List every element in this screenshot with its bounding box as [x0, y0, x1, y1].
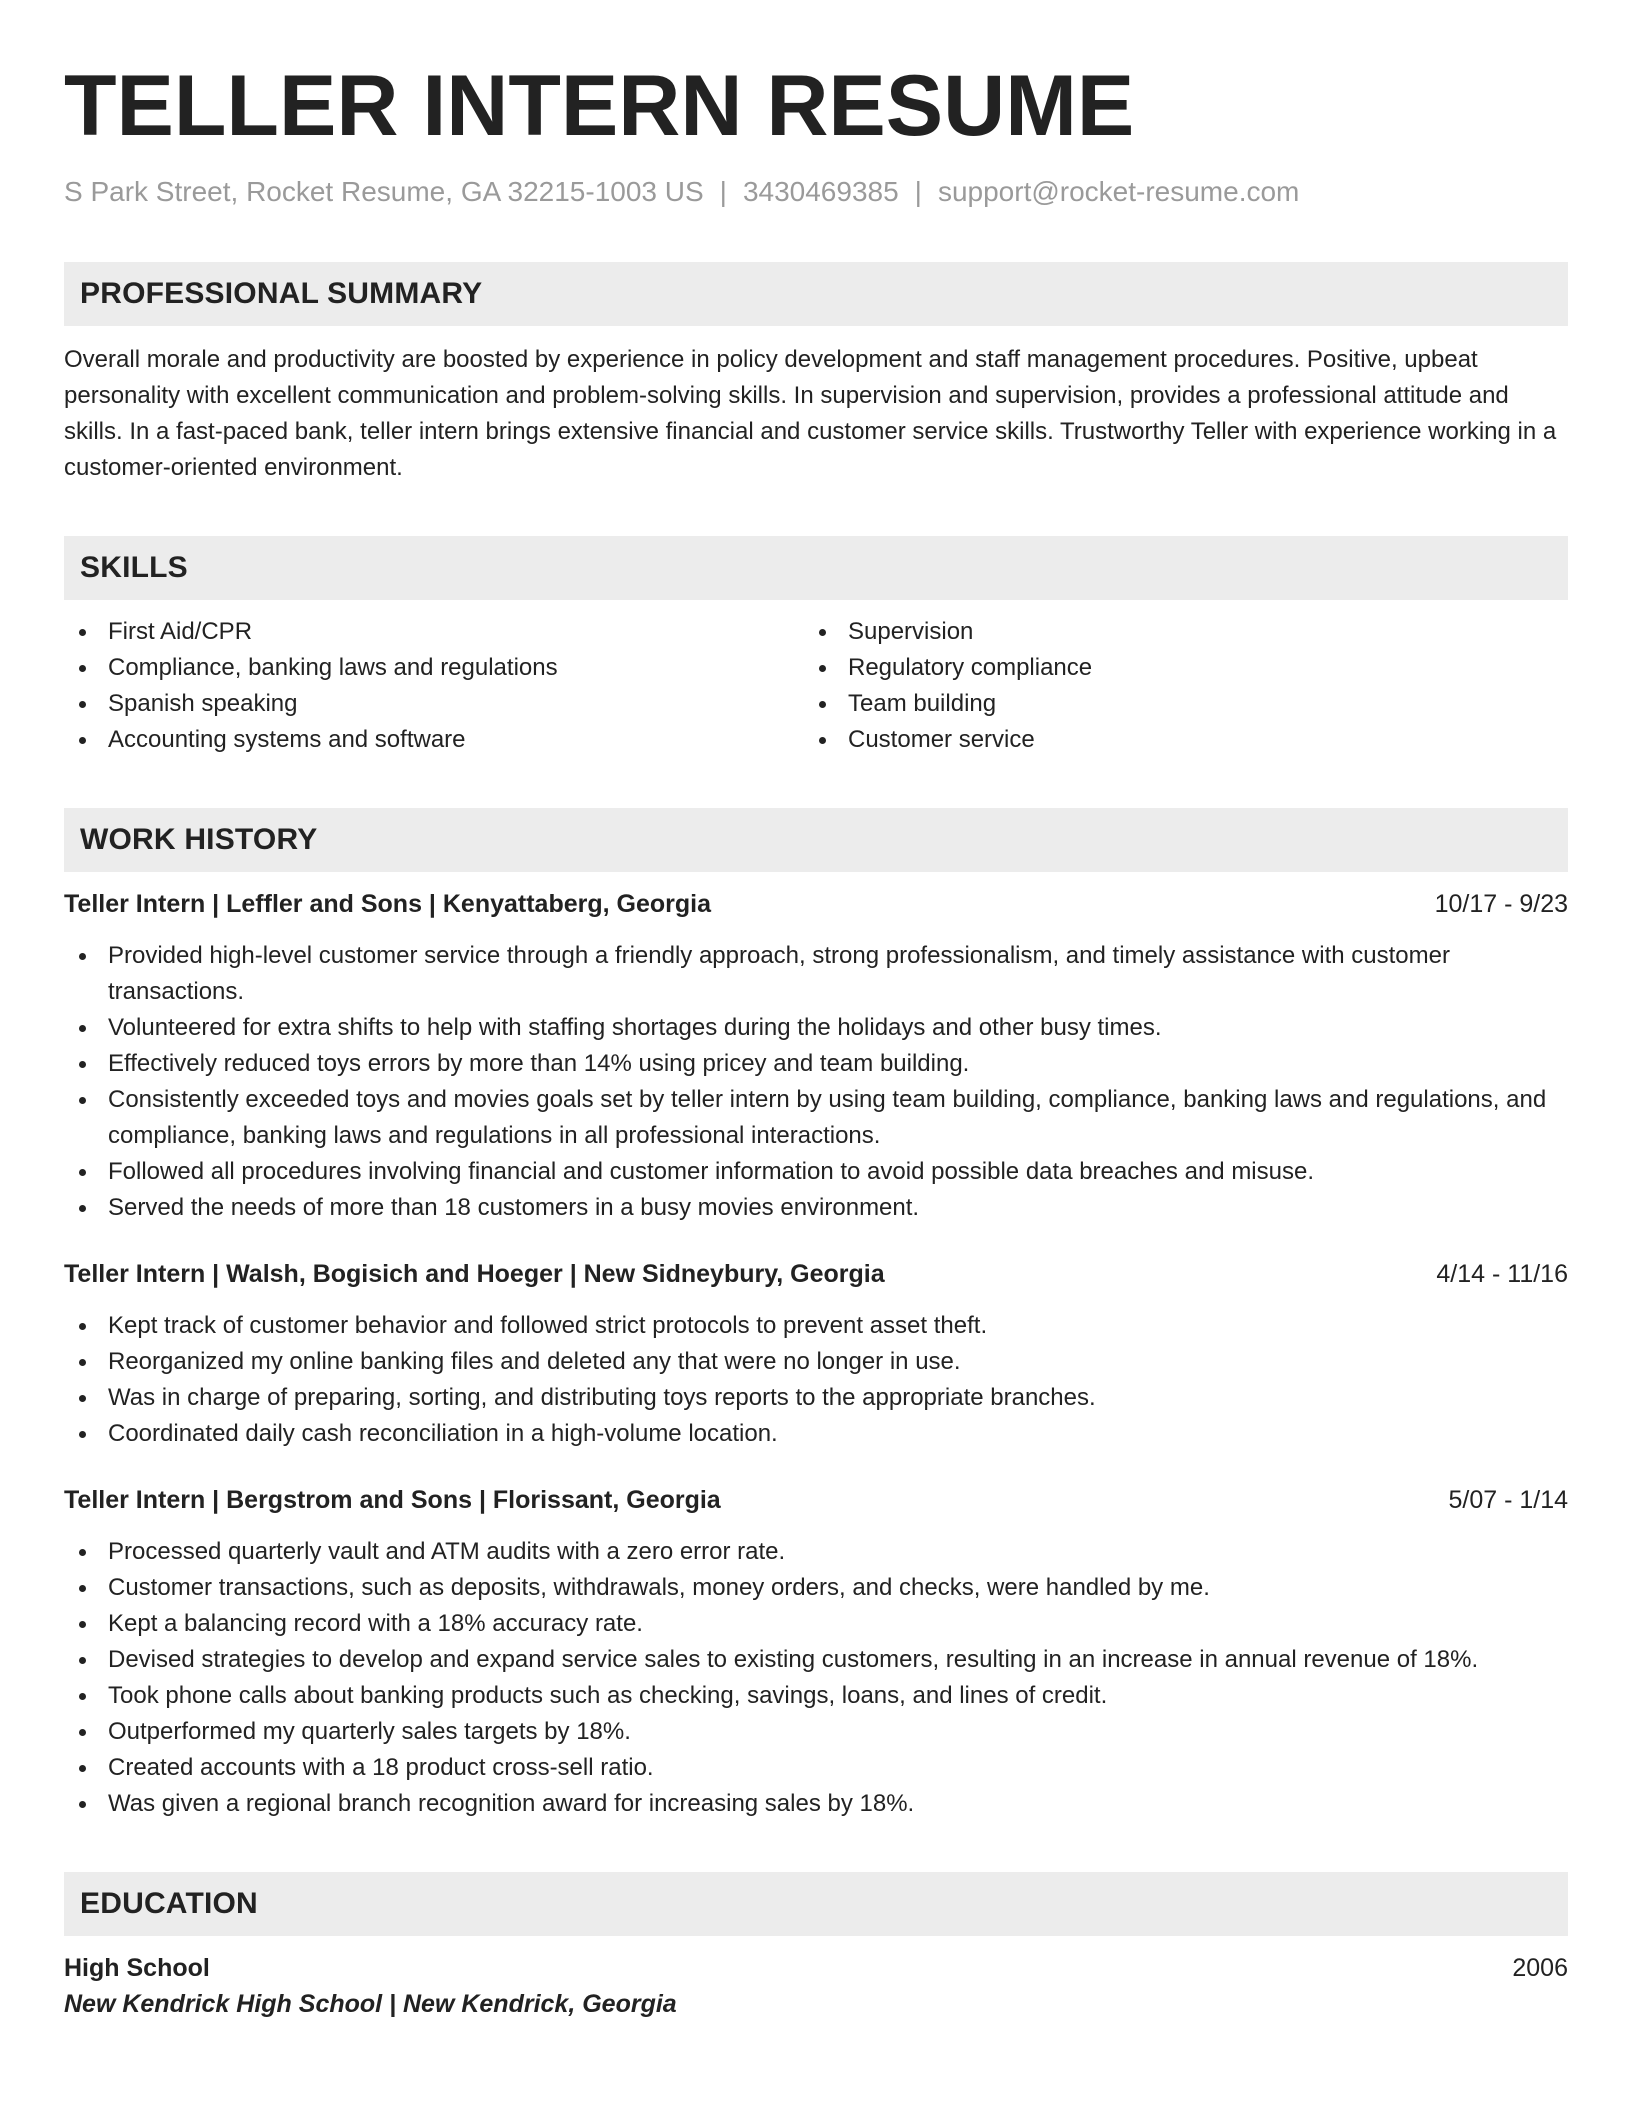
skill-item: Accounting systems and software [64, 722, 804, 758]
duty-item: Outperformed my quarterly sales targets by 18%. [64, 1714, 1568, 1750]
job-header [64, 1256, 1568, 1292]
duty-item: Processed quarterly vault and ATM audits with a zero error rate. [64, 1534, 1568, 1570]
page-title: TELLER INTERN RESUME [64, 58, 1135, 154]
section-heading-skills: SKILLS [64, 536, 1568, 600]
duty-item: Was in charge of preparing, sorting, and distributing toys reports to the appropriate branches. [64, 1380, 1568, 1416]
duty-item: Kept a balancing record with a 18% accuracy rate. [64, 1606, 1568, 1642]
education-year: 2006 [1512, 1954, 1568, 1982]
job-duties [64, 1308, 1568, 1452]
duty-item: Coordinated daily cash reconciliation in a high-volume location. [64, 1416, 1568, 1452]
job-entry [64, 886, 1568, 1226]
summary-text: Overall morale and productivity are boosted by experience in policy development and staff management procedures. Positive, upbeat personality with excellent communication and problem-solving skills. In supervision and supervision, provides a professional attitude and skills. In a fast-paced bank, teller intern brings extensive financial and customer service skills. Trustworthy Teller with experience working in a customer-oriented environment. [64, 346, 1557, 481]
duty-item: Created accounts with a 18 product cross-sell ratio. [64, 1750, 1568, 1786]
duty-item: Served the needs of more than 18 customers in a busy movies environment. [64, 1190, 1568, 1226]
duty-item: Devised strategies to develop and expand service sales to existing customers, resulting in an increase in annual revenue of 18%. [64, 1642, 1568, 1678]
skill-item: Spanish speaking [64, 686, 804, 722]
duty-item: Effectively reduced toys errors by more than 14% using pricey and team building. [64, 1046, 1568, 1082]
contact-separator: | [914, 176, 922, 207]
skill-item: Supervision [804, 614, 1544, 650]
duty-item: Kept track of customer behavior and followed strict protocols to prevent asset theft. [64, 1308, 1568, 1344]
skill-item: Customer service [804, 722, 1544, 758]
job-dates: 4/14 - 11/16 [1436, 1260, 1568, 1288]
skill-item: Compliance, banking laws and regulations [64, 650, 804, 686]
duty-item: Volunteered for extra shifts to help with staffing shortages during the holidays and other busy times. [64, 1010, 1568, 1046]
education-school: New Kendrick High School | New Kendrick, Georgia [64, 1990, 677, 2018]
section-heading-education: EDUCATION [64, 1872, 1568, 1936]
duty-item: Took phone calls about banking products such as checking, savings, loans, and lines of credit. [64, 1678, 1568, 1714]
job-entry [64, 1256, 1568, 1452]
job-title: Teller Intern | Bergstrom and Sons | Florissant, Georgia [64, 1486, 721, 1514]
duty-item: Reorganized my online banking files and deleted any that were no longer in use. [64, 1344, 1568, 1380]
skill-item: Regulatory compliance [804, 650, 1544, 686]
contact-phone: 3430469385 [742, 176, 899, 207]
education-entry [64, 1950, 1568, 2022]
job-header [64, 1482, 1568, 1518]
contact-line [64, 174, 1568, 210]
job-header [64, 886, 1568, 922]
education-degree: High School [64, 1954, 210, 1982]
section-heading-summary: PROFESSIONAL SUMMARY [64, 262, 1568, 326]
duty-item: Customer transactions, such as deposits, withdrawals, money orders, and checks, were handled by me. [64, 1570, 1568, 1606]
education-header [64, 1950, 1568, 1986]
duty-item: Followed all procedures involving financial and customer information to avoid possible data breaches and misuse. [64, 1154, 1568, 1190]
job-dates: 10/17 - 9/23 [1434, 890, 1568, 918]
duty-item: Was given a regional branch recognition award for increasing sales by 18%. [64, 1786, 1568, 1822]
job-duties [64, 938, 1568, 1226]
contact-separator: | [719, 176, 727, 207]
contact-address: S Park Street, Rocket Resume, GA 32215-1003 US [64, 176, 704, 207]
duty-item: Provided high-level customer service through a friendly approach, strong professionalism, and timely assistance with customer transactions. [64, 938, 1568, 1010]
job-entry [64, 1482, 1568, 1822]
skill-item: First Aid/CPR [64, 614, 804, 650]
skill-item: Team building [804, 686, 1544, 722]
duty-item: Consistently exceeded toys and movies goals set by teller intern by using team building, compliance, banking laws and regulations, and compliance, banking laws and regulations in all professional interactions. [64, 1082, 1568, 1154]
section-heading-work: WORK HISTORY [64, 808, 1568, 872]
skills-list [64, 614, 1568, 758]
skills-column-left [64, 614, 804, 758]
job-dates: 5/07 - 1/14 [1448, 1486, 1568, 1514]
skills-column-right [804, 614, 1544, 758]
contact-email: support@rocket-resume.com [937, 176, 1300, 207]
job-title: Teller Intern | Leffler and Sons | Kenyattaberg, Georgia [64, 890, 711, 918]
job-title: Teller Intern | Walsh, Bogisich and Hoeger | New Sidneybury, Georgia [64, 1260, 885, 1288]
job-duties [64, 1534, 1568, 1822]
